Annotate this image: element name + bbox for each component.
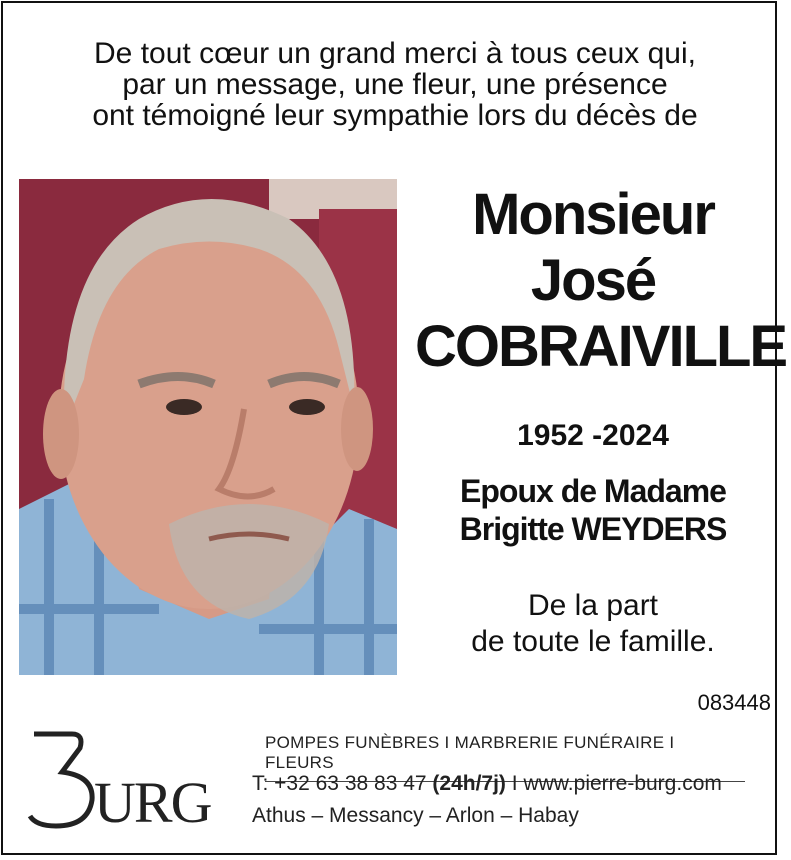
contact-line bbox=[252, 772, 722, 796]
portrait-photo bbox=[19, 179, 397, 675]
intro-line-2: par un message, une fleur, une présence bbox=[122, 68, 668, 101]
intro-line-3: ont témoigné leur sympathie lors du décès de bbox=[92, 99, 698, 132]
phone-hours: (24h/7j) bbox=[432, 772, 506, 795]
closing-line-1: De la part bbox=[527, 589, 659, 622]
services-line: POMPES FUNÈBRES I MARBRERIE FUNÉRAIRE I FLEURS bbox=[265, 733, 745, 782]
spouse-line-2: Brigitte WEYDERS bbox=[459, 511, 727, 547]
life-years: 1952 -2024 bbox=[517, 419, 669, 452]
deceased-last-name: COBRAIVILLE bbox=[415, 314, 787, 379]
spouse-line-1: Epoux de Madame bbox=[460, 473, 726, 509]
intro-text bbox=[20, 38, 770, 131]
spouse-info bbox=[415, 472, 771, 548]
deceased-first-name: José bbox=[530, 248, 656, 313]
svg-text:URG: URG bbox=[94, 770, 211, 830]
burg-logo-mark bbox=[22, 726, 222, 830]
deceased-name bbox=[415, 182, 787, 380]
closing-text bbox=[415, 588, 771, 660]
closing-line-2: de toute le famille. bbox=[471, 625, 715, 658]
phone-number: T: +32 63 38 83 47 bbox=[252, 772, 427, 795]
reference-number: 083448 bbox=[697, 690, 771, 715]
deceased-title: Monsieur bbox=[472, 182, 714, 247]
towns-line: Athus – Messancy – Arlon – Habay bbox=[252, 804, 579, 827]
portrait-illustration bbox=[19, 179, 397, 675]
burg-logo bbox=[22, 726, 222, 830]
website-link[interactable]: www.pierre-burg.com bbox=[523, 772, 722, 795]
contact-separator: I bbox=[511, 772, 518, 795]
intro-line-1: De tout cœur un grand merci à tous ceux qui, bbox=[94, 37, 696, 70]
